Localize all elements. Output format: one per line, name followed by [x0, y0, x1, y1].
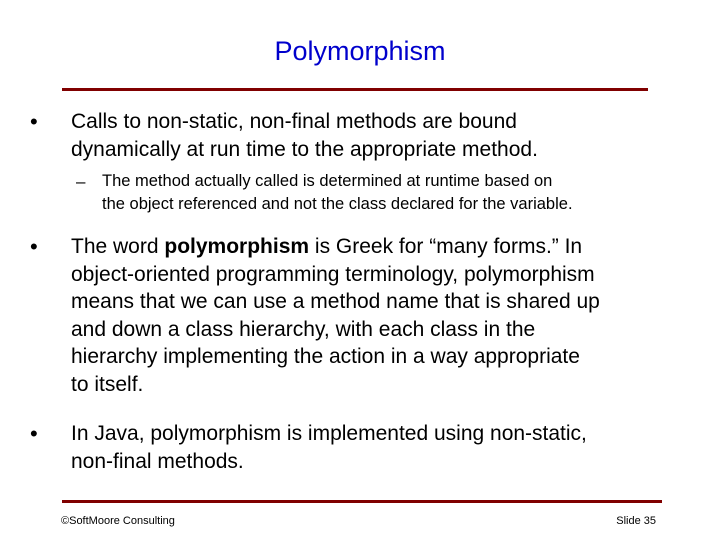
sub-bullet-1-line-1: The method actually called is determined at runtime based on — [102, 172, 553, 190]
slide-number: Slide 35 — [616, 515, 656, 527]
bullet-2-line-5: hierarchy implementing the action in a way appropriate — [71, 345, 580, 368]
bullet-2-line-2: object-oriented programming terminology, polymorphism — [71, 262, 595, 286]
slide-title: Polymorphism — [274, 36, 446, 66]
bullet-marker: • — [30, 421, 38, 446]
footer-copyright: ©SoftMoore Consulting — [61, 515, 175, 527]
bullet-3-text — [71, 420, 691, 475]
bullet-marker: • — [30, 109, 38, 134]
bullet-2-line-6: to itself. — [71, 372, 144, 396]
sub-bullet-1-line-2: the object referenced and not the class declared for the variable. — [102, 195, 573, 213]
title-divider — [62, 88, 648, 91]
bullet-2-line-1-after: is Greek for “many forms.” In — [309, 235, 583, 258]
bullet-2-line-3: means that we can use a method name that is shared up — [71, 290, 600, 313]
bullet-1-line-1: Calls to non-static, non-final methods are bound — [71, 110, 517, 133]
sub-bullet-marker: – — [76, 172, 86, 191]
sub-bullet-1-text — [102, 170, 702, 216]
bullet-2-line-4: and down a class hierarchy, with each class in the — [71, 317, 536, 341]
bullet-2-text — [71, 233, 691, 398]
bullet-2-line-1-before: The word — [71, 235, 165, 258]
term-polymorphism: polymorphism — [164, 235, 310, 258]
bullet-3-line-1: In Java, polymorphism is implemented using non-static, — [71, 422, 587, 445]
bullet-2-line-1 — [71, 233, 691, 261]
bullet-1-line-2: dynamically at run time to the appropriate method. — [71, 137, 538, 161]
bullet-1-text — [71, 108, 691, 163]
bullet-3-line-2: non-final methods. — [71, 449, 244, 473]
bullet-marker: • — [30, 234, 38, 259]
footer-divider — [62, 500, 662, 503]
